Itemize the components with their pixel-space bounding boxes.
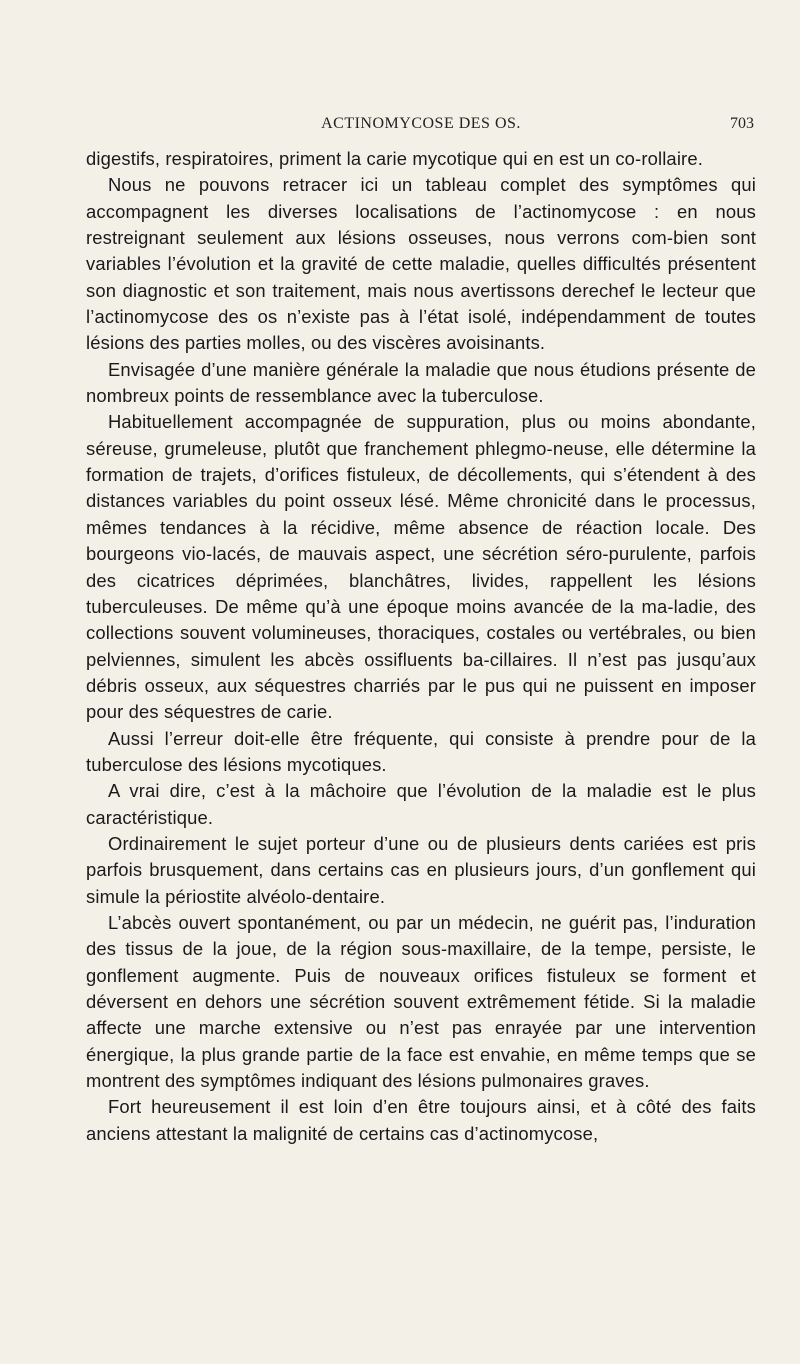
paragraph-continuation: digestifs, respiratoires, priment la carie mycotique qui en est un co-rollaire. bbox=[86, 148, 703, 169]
paragraph: L’abcès ouvert spontanément, ou par un médecin, ne guérit pas, l’induration des tissus de la joue, de la région sous-maxillaire, de la tempe, persiste, le gonflement augmente. Puis de nouveaux orifices fistuleux se forment et déversent en dehors une sécrétion souvent extrêmement fétide. Si la maladie affecte une marche extensive ou n’est pas enrayée par une intervention énergique, la plus grande partie de la face est envahie, en même temps que se montrent des symptômes indiquant des lésions pulmonaires graves. bbox=[86, 911, 756, 1092]
running-head bbox=[88, 115, 754, 137]
running-title: ACTINOMYCOSE DES OS. bbox=[321, 115, 521, 132]
body-text bbox=[86, 146, 756, 1147]
page-number: 703 bbox=[730, 115, 754, 132]
paragraph: A vrai dire, c’est à la mâchoire que l’évolution de la maladie est le plus caractéristique. bbox=[86, 780, 756, 828]
paragraph: Ordinairement le sujet porteur d’une ou de plusieurs dents cariées est pris parfois brusquement, dans certains cas en plusieurs jours, d’un gonflement qui simule la périostite alvéolo-dentaire. bbox=[86, 832, 756, 907]
paragraph: Fort heureusement il est loin d’en être toujours ainsi, et à côté des faits anciens attestant la malignité de certains cas d’actinomycose, bbox=[86, 1096, 756, 1144]
paragraph: Aussi l’erreur doit-elle être fréquente, qui consiste à prendre pour de la tuberculose des lésions mycotiques. bbox=[86, 727, 756, 775]
paragraph: Envisagée d’une manière générale la maladie que nous étudions présente de nombreux points de ressemblance avec la tuberculose. bbox=[86, 358, 756, 407]
paragraph: Habituellement accompagnée de suppuration, plus ou moins abondante, séreuse, grumeleuse, plutôt que franchement phlegmo-neuse, elle détermine la formation de trajets, d’orifices fistuleux, de décollements, qui s’étendent à des distances variables du point osseux lésé. Même chronicité dans le processus, mêmes tendances à la récidive, même absence de réaction locale. Des bourgeons vio-lacés, de mauvais aspect, une sécrétion séro-purulente, parfois des cicatrices déprimées, blanchâtres, livides, rappellent les lésions tuberculeuses. De même qu’à une époque moins avancée de la ma-ladie, des collections souvent volumineuses, thoraciques, costales ou vertébrales, ou bien pelviennes, simulent les abcès ossifluents ba-cillaires. Il n’est pas jusqu’aux débris osseux, aux séquestres charriés par le pus qui ne puissent en imposer pour des séquestres de carie. bbox=[86, 411, 756, 723]
paragraph: Nous ne pouvons retracer ici un tableau complet des symptômes qui accompagnent les diverses localisations de l’actinomycose : en nous restreignant seulement aux lésions osseuses, nous verrons com-bien sont variables l’évolution et la gravité de cette maladie, quelles difficultés présentent son diagnostic et son traitement, mais nous avertissons derechef le lecteur que l’actinomycose des os n’existe pas à l’état isolé, indépendamment de toutes lésions des parties molles, ou des viscères avoisinants. bbox=[86, 174, 756, 354]
